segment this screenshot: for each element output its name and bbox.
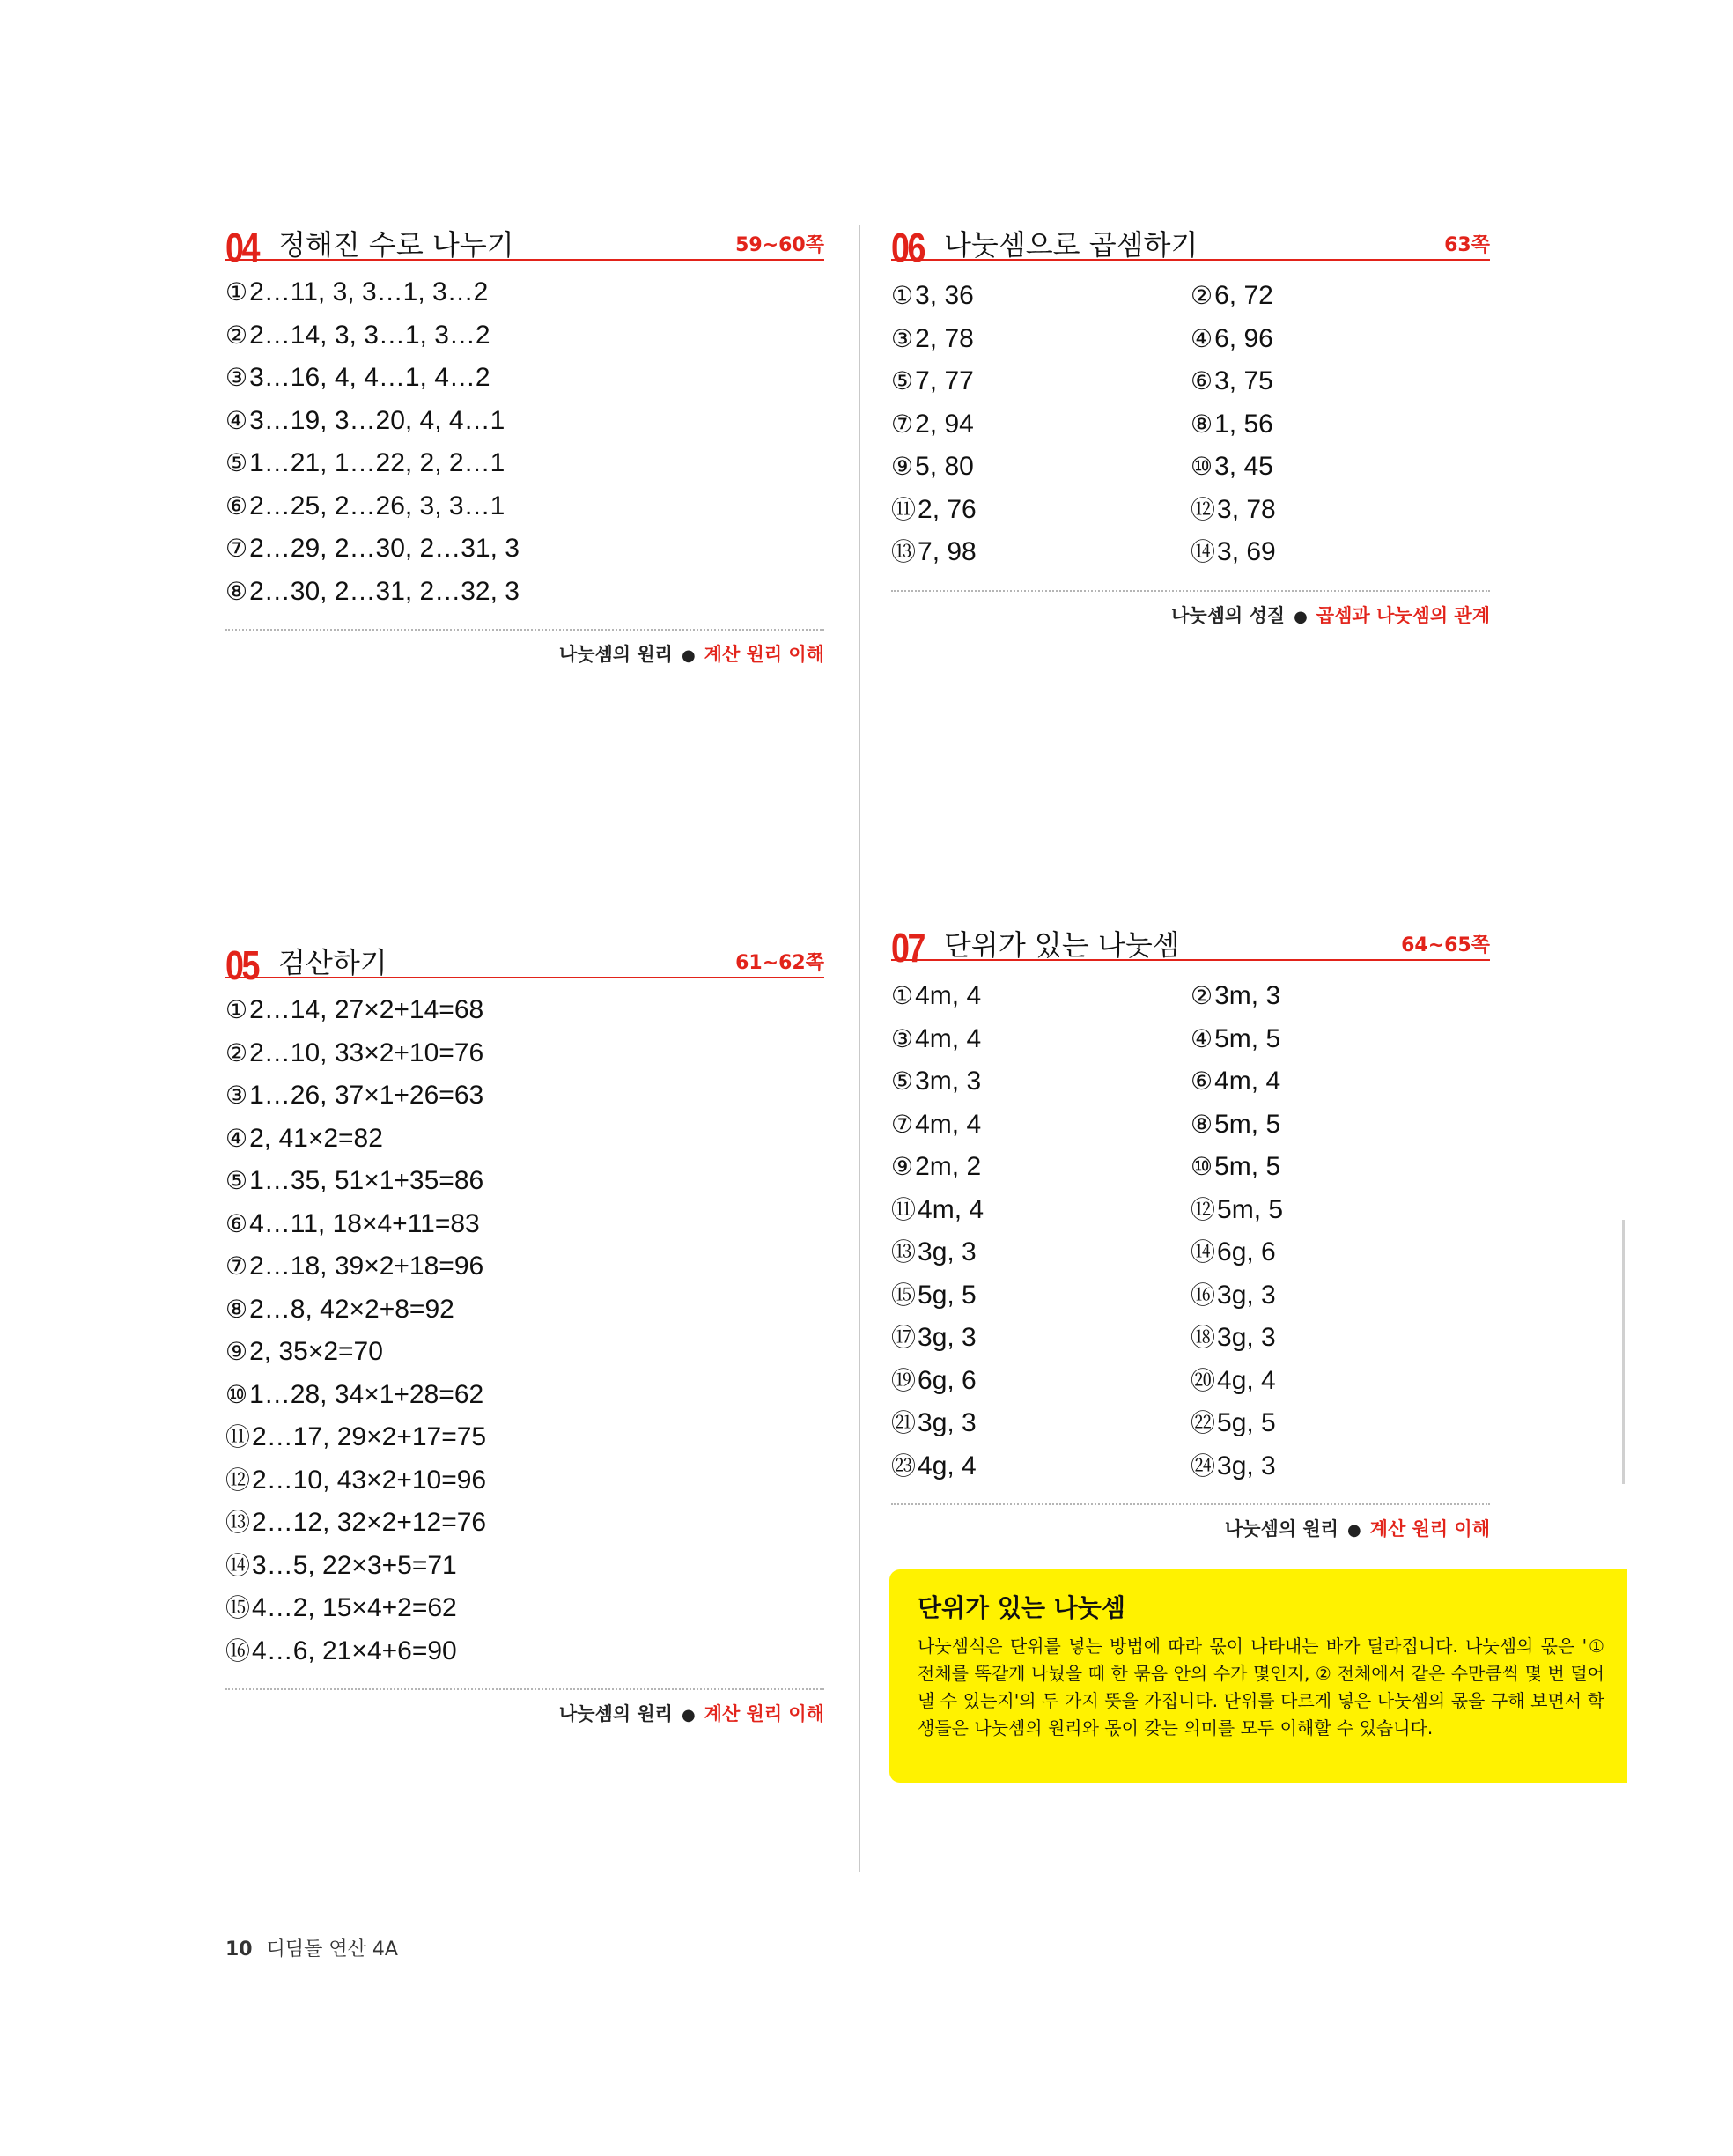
answer-number: ⑩ [225, 1379, 248, 1409]
answer-number: ③ [891, 1023, 914, 1053]
bullet-icon: ● [1294, 607, 1308, 626]
answer-number: ⑤ [225, 1166, 248, 1195]
answer-number: ⑧ [1191, 1109, 1213, 1139]
answer-number: ⑥ [225, 1208, 248, 1238]
answer-text: 4m, 4 [915, 1023, 982, 1053]
answer-text: 6, 72 [1214, 281, 1273, 310]
answer-number: ⑭ [1191, 1237, 1216, 1266]
answer-text: 1…35, 51×1+35=86 [249, 1166, 484, 1195]
section-title: 검산하기 [278, 946, 387, 979]
answer-number: ⑲ [891, 1365, 917, 1395]
note-box [889, 1569, 1627, 1783]
answer-item [225, 1630, 824, 1673]
bullet-icon: ● [1346, 1521, 1361, 1539]
answer-text: 5m, 5 [1214, 1023, 1281, 1053]
answer-text: 2…25, 2…26, 3, 3…1 [249, 491, 505, 521]
answer-item [225, 357, 824, 400]
answer-text: 1…26, 37×1+26=63 [249, 1081, 484, 1110]
answer-text: 4…2, 15×4+2=62 [252, 1593, 457, 1622]
answer-text: 4…11, 18×4+11=83 [249, 1208, 480, 1238]
answer-item [225, 1032, 824, 1075]
answer-text: 3, 78 [1217, 494, 1276, 524]
answer-item [225, 1245, 824, 1288]
answer-list [891, 975, 1490, 1488]
answer-text: 5g, 5 [1217, 1408, 1276, 1437]
answer-item [1191, 489, 1490, 532]
concept-label: 나눗셈의 원리 [558, 1703, 673, 1724]
answer-item [1191, 1402, 1490, 1445]
answer-text: 5m, 5 [1214, 1109, 1281, 1139]
answer-item [1191, 531, 1490, 574]
answer-number: ⑥ [1191, 366, 1213, 395]
answer-text: 4m, 4 [915, 981, 982, 1010]
answer-number: ⑬ [891, 537, 917, 566]
answer-text: 2…29, 2…30, 2…31, 3 [249, 534, 520, 563]
answer-item [1191, 1445, 1490, 1488]
section-04 [225, 220, 824, 669]
answer-item [1191, 1060, 1490, 1104]
answer-list [225, 989, 824, 1672]
answer-number: ⑨ [225, 1337, 248, 1366]
section-number: 07 [891, 925, 925, 971]
answer-text: 4g, 4 [918, 1451, 977, 1480]
answer-item [1191, 1360, 1490, 1403]
answer-number: ⑨ [891, 452, 914, 481]
answer-text: 4g, 4 [1217, 1365, 1276, 1395]
answer-text: 3…19, 3…20, 4, 4…1 [249, 405, 505, 435]
section-05 [225, 938, 824, 1729]
answer-number: ⑬ [891, 1237, 917, 1266]
answer-list [891, 275, 1490, 574]
answer-text: 2, 41×2=82 [249, 1123, 383, 1153]
answer-item [225, 1160, 824, 1203]
concept-label: 나눗셈의 원리 [1224, 1518, 1338, 1539]
answer-number: ㉑ [891, 1408, 917, 1437]
answer-number: ㉒ [1191, 1408, 1216, 1437]
answer-text: 6g, 6 [1217, 1237, 1276, 1266]
section-number: 04 [225, 225, 259, 270]
section-title: 정해진 수로 나누기 [278, 228, 514, 262]
answer-item [891, 1231, 1191, 1274]
answer-text: 3m, 3 [1214, 981, 1281, 1010]
answer-text: 3g, 3 [1217, 1323, 1276, 1352]
concept-value: 계산 원리 이해 [704, 1703, 824, 1724]
answer-number: ⑦ [891, 1109, 914, 1139]
answer-number: ④ [225, 1123, 248, 1153]
answer-item [1191, 1231, 1490, 1274]
answer-number: ⑤ [891, 1067, 914, 1096]
answer-number: ② [1191, 281, 1213, 310]
answer-number: ⑧ [1191, 409, 1213, 439]
answer-list [225, 271, 824, 613]
answer-number: ⑫ [1191, 1194, 1216, 1224]
answer-number: ⑭ [225, 1550, 251, 1580]
answer-number: ⑫ [225, 1465, 251, 1495]
answer-number: ① [891, 281, 914, 310]
answer-number: ⑦ [225, 1252, 248, 1281]
answer-item [225, 442, 824, 485]
answer-item [1191, 1018, 1490, 1061]
answer-text: 3, 75 [1214, 366, 1273, 395]
answer-number: ⑩ [1191, 1152, 1213, 1181]
answer-text: 2, 35×2=70 [249, 1337, 383, 1366]
answer-item [891, 446, 1191, 489]
section-title: 나눗셈으로 곱셈하기 [944, 228, 1198, 262]
answer-item [1191, 1189, 1490, 1232]
answer-item [1191, 403, 1490, 447]
answer-number: ① [891, 981, 914, 1010]
section-header [891, 920, 1490, 971]
answer-text: 4m, 4 [918, 1194, 984, 1224]
answer-text: 3g, 3 [1217, 1280, 1276, 1310]
answer-text: 4…6, 21×4+6=90 [252, 1635, 457, 1665]
dotted-divider [891, 590, 1490, 592]
answer-number: ⑤ [891, 366, 914, 395]
concept-tag [225, 641, 824, 669]
answer-text: 4m, 4 [1214, 1067, 1281, 1096]
answer-text: 5m, 5 [1214, 1152, 1281, 1181]
dotted-divider [891, 1503, 1490, 1505]
answer-item [891, 489, 1191, 532]
answer-item [1191, 275, 1490, 318]
answer-text: 6, 96 [1214, 323, 1273, 353]
answer-item [1191, 975, 1490, 1018]
answer-number: ㉓ [891, 1451, 917, 1480]
answer-item [891, 1018, 1191, 1061]
answer-text: 4m, 4 [915, 1109, 982, 1139]
answer-number: ⑤ [225, 448, 248, 477]
answer-item [225, 1545, 824, 1588]
answer-text: 3m, 3 [915, 1067, 982, 1096]
answer-item [225, 1331, 824, 1374]
answer-number: ① [225, 277, 248, 306]
page-number: 10 [225, 1938, 253, 1960]
section-pages: 59~60쪽 [735, 234, 824, 256]
answer-text: 3g, 3 [918, 1237, 977, 1266]
answer-item [225, 1288, 824, 1332]
answer-number: ⑥ [1191, 1067, 1213, 1096]
section-number: 05 [225, 942, 259, 988]
answer-number: ⑬ [225, 1508, 251, 1537]
answer-item [225, 1374, 824, 1417]
answer-number: ③ [225, 363, 248, 392]
answer-number: ⑪ [891, 494, 917, 524]
answer-number: ④ [1191, 323, 1213, 353]
note-body: 나눗셈식은 단위를 넣는 방법에 따라 몫이 나타내는 바가 달라집니다. 나눗셈의 몫은 '① 전체를 똑같게 나눴을 때 한 묶음 안의 수가 몇인지, ② 전체에서 같은 수만큼씩 몇 번 덜어 낼 수 있는지'의 두 가지 뜻을 가집니다. 단위를 다르게 넣은 나눗셈의 몫을 구해 보면서 학생들은 나눗셈의 원리와 몫이 갖는 의미를 모두 이해할 수 있습니다. [918, 1635, 1604, 1739]
answer-text: 2…18, 39×2+18=96 [249, 1252, 484, 1281]
section-number: 06 [891, 225, 925, 270]
answer-text: 2…17, 29×2+17=75 [252, 1422, 487, 1451]
answer-number: ⑮ [225, 1593, 251, 1622]
answer-item [891, 1445, 1191, 1488]
answer-number: ④ [225, 405, 248, 435]
answer-text: 2…14, 27×2+14=68 [249, 995, 484, 1024]
section-06 [891, 220, 1490, 631]
answer-number: ⑥ [225, 491, 248, 521]
section-title: 단위가 있는 나눗셈 [944, 928, 1180, 962]
answer-item [891, 275, 1191, 318]
answer-item [891, 1104, 1191, 1147]
answer-number: ㉔ [1191, 1451, 1216, 1480]
answer-text: 2…8, 42×2+8=92 [249, 1294, 454, 1324]
answer-number: ⑩ [1191, 452, 1213, 481]
answer-text: 3…16, 4, 4…1, 4…2 [249, 363, 490, 392]
answer-item [225, 1416, 824, 1459]
answer-item [225, 1502, 824, 1545]
answer-item [891, 1360, 1191, 1403]
section-pages: 63쪽 [1444, 234, 1490, 256]
answer-item [225, 485, 824, 528]
section-header [891, 220, 1490, 270]
answer-item [891, 1189, 1191, 1232]
section-header [225, 938, 824, 988]
answer-number: ⑪ [225, 1422, 251, 1451]
answer-number: ② [225, 1037, 248, 1067]
answer-text: 5m, 5 [1217, 1194, 1284, 1224]
answer-number: ④ [1191, 1023, 1213, 1053]
answer-text: 7, 77 [915, 366, 974, 395]
answer-item [891, 403, 1191, 447]
bullet-icon: ● [681, 1706, 696, 1724]
answer-text: 2…11, 3, 3…1, 3…2 [249, 277, 489, 306]
book-title: 디딤돌 연산 4A [266, 1938, 398, 1960]
answer-item [1191, 446, 1490, 489]
answer-item [225, 989, 824, 1032]
answer-item [1191, 1104, 1490, 1147]
answer-text: 1…21, 1…22, 2, 2…1 [249, 448, 505, 477]
answer-text: 3g, 3 [918, 1323, 977, 1352]
answer-number: ⑧ [225, 576, 248, 606]
answer-item [225, 400, 824, 443]
concept-value: 곱셈과 나눗셈의 관계 [1316, 604, 1490, 626]
answer-item [1191, 360, 1490, 403]
answer-number: ③ [891, 323, 914, 353]
answer-number: ⑮ [891, 1280, 917, 1310]
concept-tag [891, 602, 1490, 631]
answer-number: ⑳ [1191, 1365, 1216, 1395]
answer-text: 2, 78 [915, 323, 974, 353]
bullet-icon: ● [681, 646, 696, 665]
answer-text: 5, 80 [915, 452, 974, 481]
page-footer [225, 1934, 398, 1961]
answer-item [225, 1459, 824, 1503]
answer-number: ⑯ [225, 1635, 251, 1665]
answer-item [891, 1402, 1191, 1445]
answer-item [891, 1146, 1191, 1189]
answer-item [225, 1203, 824, 1246]
answer-number: ⑪ [891, 1194, 917, 1224]
answer-text: 2m, 2 [915, 1152, 982, 1181]
answer-number: ⑭ [1191, 537, 1216, 566]
answer-text: 2, 76 [918, 494, 977, 524]
answer-number: ⑧ [225, 1294, 248, 1324]
answer-item [1191, 1317, 1490, 1360]
dotted-divider [225, 1688, 824, 1690]
section-pages: 61~62쪽 [735, 952, 824, 974]
column-divider [859, 225, 860, 1872]
section-pages: 64~65쪽 [1401, 934, 1490, 956]
answer-item [1191, 318, 1490, 361]
answer-item [225, 271, 824, 314]
answer-text: 6g, 6 [918, 1365, 977, 1395]
edge-tab-line [1622, 1220, 1625, 1484]
answer-text: 2…12, 32×2+12=76 [252, 1508, 487, 1537]
concept-label: 나눗셈의 성질 [1171, 604, 1286, 626]
answer-number: ③ [225, 1081, 248, 1110]
answer-text: 7, 98 [918, 537, 977, 566]
answer-text: 3g, 3 [918, 1408, 977, 1437]
answer-text: 2…14, 3, 3…1, 3…2 [249, 320, 490, 350]
answer-text: 3, 36 [915, 281, 974, 310]
answer-item [891, 1317, 1191, 1360]
answer-item [225, 1587, 824, 1630]
answer-item [891, 975, 1191, 1018]
answer-number: ⑱ [1191, 1323, 1216, 1352]
answer-item [225, 571, 824, 614]
answer-text: 3g, 3 [1217, 1451, 1276, 1480]
concept-value: 계산 원리 이해 [1369, 1518, 1490, 1539]
answer-item [891, 360, 1191, 403]
concept-value: 계산 원리 이해 [704, 644, 824, 665]
answer-number: ② [1191, 981, 1213, 1010]
answer-item [225, 314, 824, 358]
answer-text: 3, 69 [1217, 537, 1276, 566]
answer-item [891, 318, 1191, 361]
section-header [225, 220, 824, 270]
answer-text: 1, 56 [1214, 409, 1273, 439]
answer-item [225, 1074, 824, 1118]
answer-text: 1…28, 34×1+28=62 [249, 1379, 484, 1409]
answer-number: ⑦ [891, 409, 914, 439]
concept-tag [891, 1516, 1490, 1544]
answer-number: ① [225, 995, 248, 1024]
answer-text: 5g, 5 [918, 1280, 977, 1310]
answer-number: ⑦ [225, 534, 248, 563]
dotted-divider [225, 629, 824, 631]
answer-item [225, 1118, 824, 1161]
answer-item [1191, 1146, 1490, 1189]
answer-item [1191, 1274, 1490, 1318]
answer-number: ⑫ [1191, 494, 1216, 524]
answer-text: 3…5, 22×3+5=71 [252, 1550, 457, 1580]
answer-item [891, 531, 1191, 574]
concept-label: 나눗셈의 원리 [558, 644, 673, 665]
answer-text: 2…10, 33×2+10=76 [249, 1037, 484, 1067]
concept-tag [225, 1701, 824, 1729]
answer-item [225, 528, 824, 571]
answer-item [891, 1274, 1191, 1318]
answer-text: 2…10, 43×2+10=96 [252, 1465, 487, 1495]
answer-text: 3, 45 [1214, 452, 1273, 481]
answer-text: 2, 94 [915, 409, 974, 439]
note-title: 단위가 있는 나눗셈 [918, 1593, 1125, 1622]
answer-number: ⑨ [891, 1152, 914, 1181]
answer-number: ② [225, 320, 248, 350]
section-07 [891, 920, 1490, 1544]
answer-number: ⑰ [891, 1323, 917, 1352]
answer-text: 2…30, 2…31, 2…32, 3 [249, 576, 520, 606]
answer-item [891, 1060, 1191, 1104]
answer-number: ⑯ [1191, 1280, 1216, 1310]
